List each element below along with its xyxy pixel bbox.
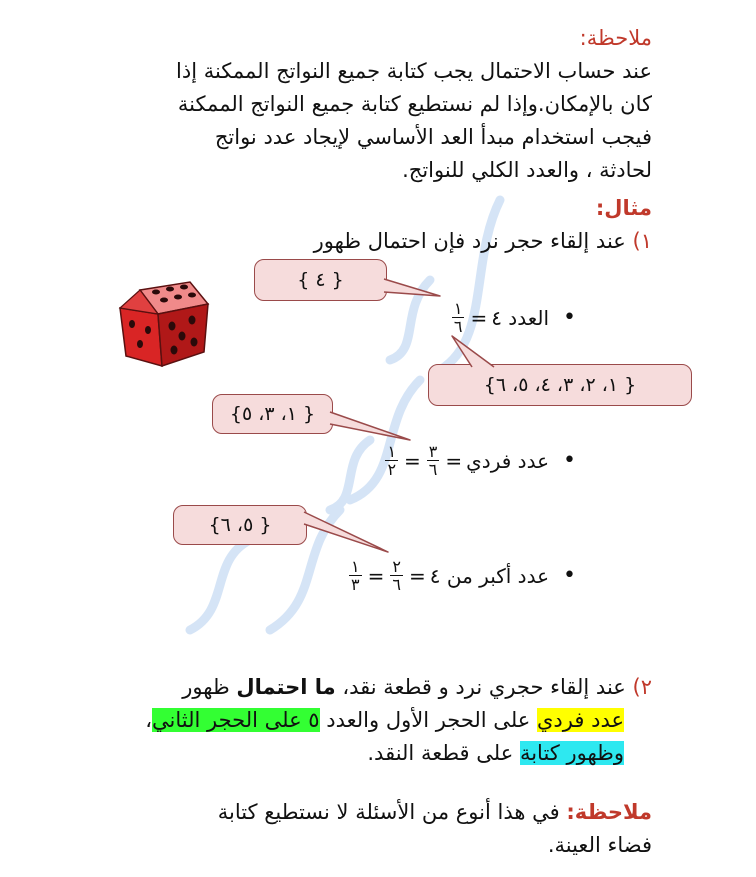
fraction-1-6 — [452, 300, 465, 335]
highlight-five-second-die: ٥ على الحجر الثاني — [152, 708, 320, 732]
bullet-item-2 — [383, 443, 576, 478]
highlight-odd-number: عدد فردي — [537, 708, 624, 732]
note1-line-1: عند حساب الاحتمال يجب كتابة جميع النواتج الممكنة إذا — [176, 59, 652, 83]
bubble-sample-space: { ١، ٢، ٣، ٤، ٥، ٦} — [428, 364, 692, 406]
fraction-numerator: ٣ — [428, 442, 438, 461]
fraction-numerator: ١ — [453, 299, 463, 318]
item3-label: عدد أكبر من ٤ — [429, 563, 550, 588]
equals-sign: = — [409, 563, 426, 588]
note1-line-3: فيجب استخدام مبدأ العد الأساسي لإيجاد عدد نواتج — [214, 125, 652, 149]
note2-text-1: في هذا أنوع من الأسئلة لا نستطيع كتابة — [217, 800, 560, 824]
bubble-greater-than-4: { ٥، ٦} — [173, 505, 307, 545]
q2-text-bold: ما احتمال — [236, 675, 336, 699]
fraction-numerator: ١ — [387, 442, 397, 461]
fraction-denominator: ٢ — [387, 460, 397, 479]
fraction-3-6 — [427, 443, 440, 478]
bullet-item-1 — [450, 300, 576, 335]
equals-sign: = — [367, 563, 385, 588]
q2-line2-mid: على الحجر الأول والعدد — [326, 708, 531, 732]
highlight-tails: وظهور كتابة — [519, 741, 624, 765]
note1-heading: ملاحظة: — [579, 26, 652, 50]
fraction-numerator: ١ — [351, 557, 360, 576]
fraction-numerator: ٢ — [392, 557, 401, 576]
note1-line-4: لحادثة ، والعدد الكلي للنواتج. — [402, 158, 652, 182]
q2-number: ٢) — [632, 675, 652, 699]
q2-line2-end: ، — [145, 708, 153, 732]
fraction-denominator: ٦ — [428, 460, 438, 479]
fraction-1-3 — [349, 558, 362, 593]
fraction-denominator: ٦ — [453, 317, 463, 336]
q2-text-a: عند إلقاء حجري نرد و قطعة نقد، — [342, 675, 626, 699]
q2-line3-rest: على قطعة النقد. — [367, 741, 514, 765]
bullet-dot: • — [563, 448, 576, 473]
note2-heading: ملاحظة: — [566, 800, 652, 824]
fraction-2-6 — [390, 558, 403, 593]
q1-number: ١) — [632, 229, 652, 253]
fraction-1-2 — [385, 443, 398, 478]
bubble-odd-numbers: { ١، ٣، ٥} — [212, 394, 333, 434]
note2-line-2: فضاء العينة. — [547, 833, 652, 857]
equals-sign: = — [404, 448, 421, 473]
item1-label: العدد ٤ — [491, 305, 550, 330]
item2-label: عدد فردي — [466, 448, 550, 473]
bullet-dot: • — [563, 563, 576, 588]
equals-sign: = — [445, 448, 463, 473]
q1-text: عند إلقاء حجر نرد فإن احتمال ظهور — [313, 229, 626, 253]
q2-text-b: ظهور — [182, 675, 230, 699]
example-heading: مثال: — [595, 196, 652, 220]
equals-sign: = — [470, 305, 488, 330]
fraction-denominator: ٦ — [392, 575, 401, 594]
fraction-denominator: ٣ — [351, 575, 360, 594]
note1-line-2: كان بالإمكان.وإذا لم نستطيع كتابة جميع النواتج الممكنة — [177, 92, 652, 116]
bubble-number-4: { ٤ } — [254, 259, 387, 301]
bullet-item-3 — [347, 558, 576, 593]
bullet-dot: • — [563, 305, 576, 330]
